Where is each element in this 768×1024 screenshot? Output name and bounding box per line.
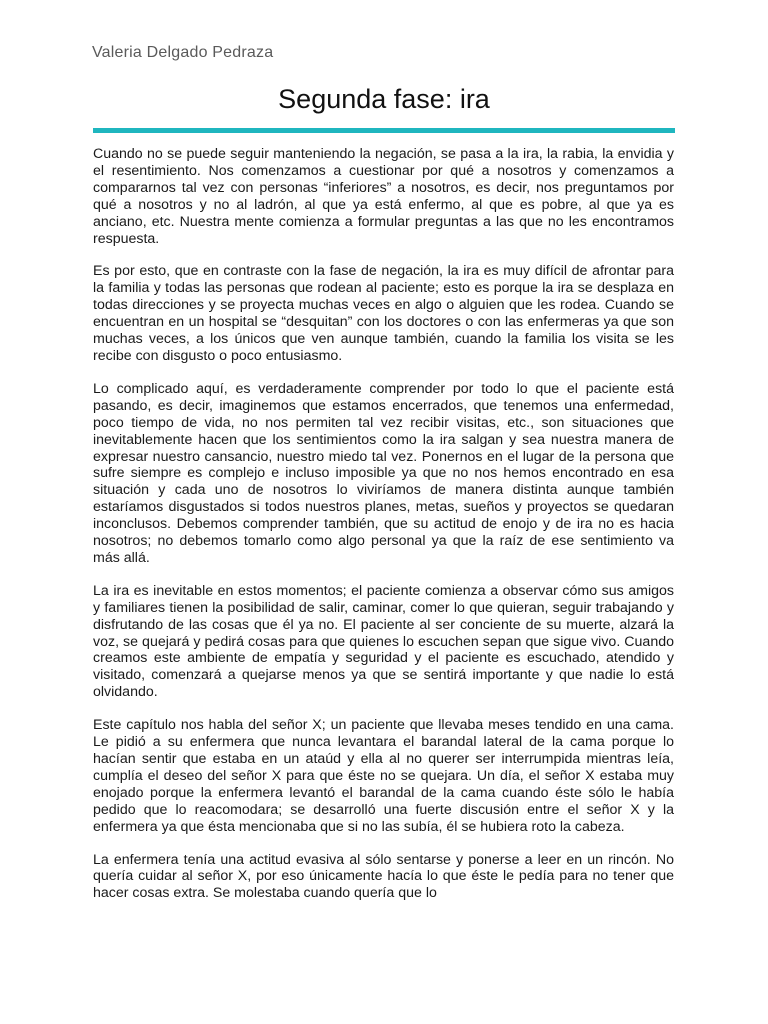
page-title: Segunda fase: ira [278, 84, 490, 114]
paragraph: Lo complicado aquí, es verdaderamente comprender por todo lo que el paciente está pasando, es decir, imaginemos que estamos encerrados, que tenemos una enfermedad, poco tiempo de vida, no nos permiten tal vez recibir visitas, etc., son situaciones que inevitablemente hacen que los sentimientos como la ira salgan y sea nuestra manera de expresar nuestro cansancio, nuestro miedo tal vez. Ponernos en el lugar de la persona que sufre siempre es complejo e incluso imposible ya que no nos hemos encontrado en esa situación y cada uno de nosotros lo viviríamos de manera distinta aunque también estaríamos disgustados si todos nuestros planes, metas, sueños y proyectos se quedaran inconclusos. Debemos comprender también, que su actitud de enojo y de ira no es hacia nosotros; no debemos tomarlo como algo personal ya que la raíz de ese sentimiento va más allá. [93, 380, 674, 566]
document-body [93, 146, 674, 918]
paragraph: Es por esto, que en contraste con la fase de negación, la ira es muy difícil de afrontar para la familia y todas las personas que rodean al paciente; esto es porque la ira se desplaza en todas direcciones y se proyecta muchas veces en algo o alguien que les rodea. Cuando se encuentran en un hospital se “desquitan” con los doctores o con las enfermeras ya que son muchas veces, a los únicos que ven aunque también, cuando la familia los visita se les recibe con disgusto o poco entusiasmo. [93, 263, 674, 364]
paragraph: La ira es inevitable en estos momentos; el paciente comienza a observar cómo sus amigos y familiares tienen la posibilidad de salir, caminar, comer lo que quieran, seguir trabajando y disfrutando de las cosas que él ya no. El paciente al ser conciente de su muerte, alzará la voz, se quejará y pedirá cosas para que quienes lo escuchen sepan que sigue vivo. Cuando creamos este ambiente de empatía y seguridad y el paciente es escuchado, atendido y visitado, comenzará a quejarse menos ya que se sentirá importante y que nadie lo está olvidando. [93, 582, 674, 701]
paragraph: La enfermera tenía una actitud evasiva al sólo sentarse y ponerse a leer en un rincón. No quería cuidar al señor X, por eso únicamente hacía lo que éste le pedía para no tener que hacer cosas extra. Se molestaba cuando quería que lo [93, 851, 674, 902]
author-name: Valeria Delgado Pedraza [92, 44, 274, 61]
paragraph: Este capítulo nos habla del señor X; un paciente que llevaba meses tendido en una cama. Le pidió a su enfermera que nunca levantara el barandal lateral de la cama porque lo hacían sentir que estaba en un ataúd y ella al no querer ser interrumpida mientras leía, cumplía el deseo del señor X para que éste no se quejara. Un día, el señor X estaba muy enojado porque la enfermera levantó el barandal de la cama cuando éste sólo le había pedido que lo reacomodara; se desarrolló una fuerte discusión entre el señor X y la enfermera ya que ésta mencionaba que si no las subía, él se hubiera roto la cabeza. [93, 717, 674, 835]
paragraph: Cuando no se puede seguir manteniendo la negación, se pasa a la ira, la rabia, la envidia y el resentimiento. Nos comenzamos a cuestionar por qué a nosotros y comenzamos a compararnos tal vez con personas “inferiores” a nosotros, es decir, nos preguntamos por qué a nosotros y no al ladrón, al que ya está enfermo, al que es pobre, al que ya es anciano, etc. Nuestra mente comienza a formular preguntas a las que no les encontramos respuesta. [93, 146, 674, 247]
title-divider [93, 128, 675, 133]
